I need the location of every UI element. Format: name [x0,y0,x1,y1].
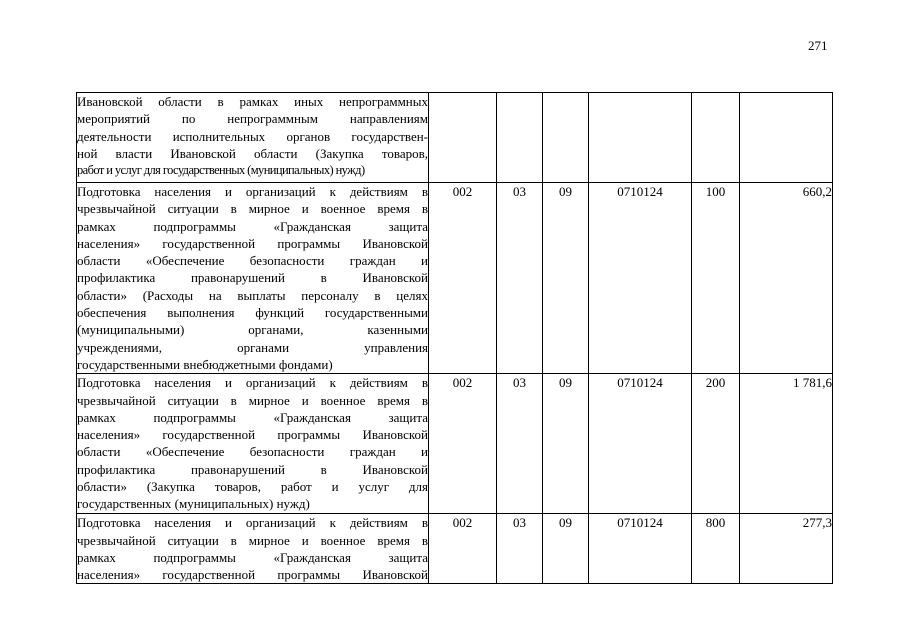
description-cell [77,374,429,514]
description-line: рамках подпрограммы «Гражданская защита [77,409,428,425]
description-line: области «Обеспечение безопасности граждан и [77,444,428,460]
description-line: чрезвычайной ситуации в мирное и военное время в [77,201,428,217]
description-cell [77,183,429,374]
table-row [77,514,833,584]
amount-cell: 660,2 [740,183,833,374]
target-article-cell: 0710124 [589,514,692,584]
ministry-code-cell: 002 [429,374,497,514]
description-line: обеспечения выполнения функций государственными [77,305,428,321]
expense-type-cell: 200 [692,374,740,514]
amount-cell [740,93,833,183]
expense-type-cell [692,93,740,183]
section-code-cell: 03 [497,514,543,584]
target-article-cell [589,93,692,183]
section-code-cell: 03 [497,183,543,374]
description-line: области «Обеспечение безопасности граждан и [77,253,428,269]
subsection-code-cell: 09 [543,514,589,584]
ministry-code-cell: 002 [429,183,497,374]
description-line: населения» государственной программы Ивановской [77,427,428,443]
description-cell [77,93,429,183]
description-line: профилактика правонарушений в Ивановской [77,461,428,477]
ministry-code-cell [429,93,497,183]
description-line: Ивановской области в рамках иных непрограммных [77,94,428,109]
section-code-cell [497,93,543,183]
description-line: профилактика правонарушений в Ивановской [77,270,428,286]
description-line: чрезвычайной ситуации в мирное и военное время в [77,392,428,408]
description-line: государственными внебюджетными фондами) [77,356,333,372]
description-line: рамках подпрограммы «Гражданская защита [77,218,428,234]
description-line: ной власти Ивановской области (Закупка товаров, [77,145,428,161]
subsection-code-cell [543,93,589,183]
table-row [77,374,833,514]
page-number: 271 [808,38,828,53]
description-line: государственных (муниципальных) нужд) [77,496,310,512]
subsection-code-cell: 09 [543,374,589,514]
description-line: области» (Закупка товаров, работ и услуг для [77,479,428,495]
description-line: Подготовка населения и организаций к действиям в [77,515,428,531]
description-line: (муниципальными) органами, казенными [77,322,428,338]
description-line: Подготовка населения и организаций к действиям в [77,184,428,199]
section-code-cell: 03 [497,374,543,514]
description-line: населения» государственной программы Ивановской [77,235,428,251]
description-line: чрезвычайной ситуации в мирное и военное время в [77,532,428,548]
expense-type-cell: 800 [692,514,740,584]
description-line: рамках подпрограммы «Гражданская защита [77,549,428,565]
amount-cell: 1 781,6 [740,374,833,514]
description-line: Подготовка населения и организаций к действиям в [77,375,428,391]
budget-table-body [77,93,833,584]
amount-cell: 277,3 [740,514,833,584]
budget-table [76,92,833,584]
description-cell [77,514,429,584]
description-line: области» (Расходы на выплаты персоналу в целях [77,287,428,303]
description-line: учреждениями, органами управления [77,339,428,355]
ministry-code-cell: 002 [429,514,497,584]
description-line: работ и услуг для государственных (муниципальных) нужд) [77,163,365,178]
subsection-code-cell: 09 [543,183,589,374]
description-line: мероприятий по непрограммным направлениям [77,111,428,127]
description-line: населения» государственной программы Ивановской [77,567,428,583]
target-article-cell: 0710124 [589,374,692,514]
expense-type-cell: 100 [692,183,740,374]
table-row [77,183,833,374]
description-line: деятельности исполнительных органов государствен- [77,128,428,144]
target-article-cell: 0710124 [589,183,692,374]
table-row [77,93,833,183]
